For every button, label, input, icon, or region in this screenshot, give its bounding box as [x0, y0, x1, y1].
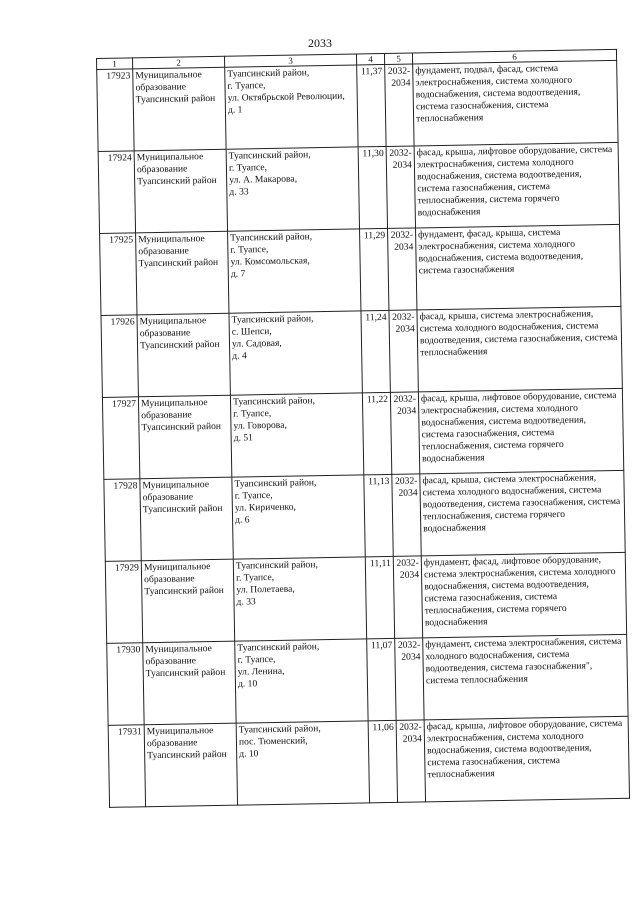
- period-cell: [385, 64, 414, 146]
- address-cell: [235, 639, 368, 723]
- area-cell: 11,29: [360, 228, 389, 310]
- municipality-line: Муниципальное: [142, 479, 210, 492]
- municipality-line: Муниципальное: [143, 561, 211, 574]
- works-cell: фасад, крыша, система электроснабжения, система холодного водоснабжения, система водоотведения, система газоснабжения, система теплоснабжения, система горячего водоснабжения: [420, 470, 625, 556]
- municipality-line: Муниципальное: [136, 151, 204, 164]
- address-line: Туапсинский район,: [237, 641, 320, 654]
- municipality-line: Муниципальное: [138, 233, 205, 246]
- address-line: Туапсинский район,: [235, 559, 318, 572]
- works-cell: фасад, крыша, система электроснабжения, система холодного водоснабжения, система водоотведения, система газоснабжения, система теплоснабжения: [417, 306, 622, 392]
- period-cell: [393, 556, 422, 638]
- table-row: [104, 470, 625, 561]
- table-row: [107, 634, 628, 725]
- address-cell: [233, 557, 366, 641]
- column-header: 6: [412, 49, 616, 64]
- municipality-cell: [138, 395, 231, 479]
- period-line: 2034: [398, 487, 418, 499]
- period-cell: [390, 392, 419, 474]
- area-cell: 11,11: [365, 556, 394, 638]
- address-line: д. 33: [236, 596, 256, 608]
- period-line: 2032-: [393, 393, 417, 405]
- period-line: 2034: [394, 241, 414, 253]
- period-cell: [395, 638, 424, 720]
- municipality-line: образование: [141, 409, 192, 422]
- period-line: 2034: [402, 733, 423, 745]
- period-cell: [386, 146, 415, 228]
- address-line: г. Туапсе,: [234, 489, 273, 502]
- works-cell: фундамент, фасад, лифтовое оборудование, система электроснабжения, система холодного водоснабжения, система водоотведения, система газоснабжения, система теплоснабжения, система горячего водоснабжения: [421, 552, 626, 638]
- period-cell: [392, 474, 421, 556]
- municipality-line: Муниципальное: [145, 643, 212, 656]
- address-line: ул. Ленина,: [237, 665, 285, 678]
- municipality-line: Туапсинский район: [147, 748, 227, 762]
- municipality-line: Туапсинский район: [139, 338, 220, 352]
- address-cell: [230, 393, 363, 477]
- period-line: 2032-: [392, 311, 415, 323]
- municipality-line: образование: [138, 245, 189, 258]
- period-line: 2034: [395, 323, 415, 335]
- municipality-line: Туапсинский район: [137, 174, 217, 188]
- address-line: г. Туапсе,: [228, 162, 268, 174]
- address-line: д. 6: [234, 514, 250, 526]
- municipality-line: Туапсинский район: [145, 666, 226, 680]
- address-line: Туапсинский район,: [234, 477, 317, 490]
- address-line: Туапсинский район,: [232, 395, 316, 408]
- row-number: 17930: [107, 643, 144, 726]
- municipality-line: Муниципальное: [135, 69, 202, 82]
- municipality-line: Муниципальное: [146, 725, 214, 738]
- address-cell: [229, 311, 362, 395]
- address-line: Туапсинский район,: [231, 313, 314, 326]
- period-line: 2032-: [399, 721, 422, 733]
- registry-table: [96, 49, 630, 808]
- municipality-line: образование: [135, 81, 187, 94]
- works-cell: фасад, крыша, лифтовое оборудование, система электроснабжения, система холодного водоснабжения, система водоотведения, система газоснабжения, система теплоснабжения, система горячего водоснабжения: [418, 388, 623, 474]
- period-cell: [388, 228, 417, 310]
- address-line: д. 10: [239, 748, 259, 760]
- address-line: д. 4: [232, 350, 247, 362]
- period-line: 2032-: [387, 65, 411, 77]
- municipality-line: Туапсинский район: [142, 502, 223, 516]
- address-cell: [236, 721, 369, 805]
- period-line: 2034: [396, 405, 417, 417]
- municipality-cell: [134, 149, 227, 233]
- address-line: г. Туапсе,: [230, 244, 269, 256]
- address-line: ул. Комсомольская,: [230, 255, 310, 268]
- period-line: 2032-: [390, 229, 414, 241]
- municipality-line: образование: [142, 491, 194, 504]
- works-cell: фундамент, система электроснабжения, система холодного водоснабжения, система водоотведения, система газоснабжения", система теплоснабжения: [423, 634, 628, 720]
- row-number: 17927: [102, 397, 139, 480]
- municipality-line: образование: [139, 327, 191, 340]
- municipality-cell: [141, 559, 234, 643]
- address-line: д. 7: [230, 268, 246, 280]
- area-cell: 11,13: [364, 474, 393, 556]
- address-line: ул. А. Макарова,: [229, 173, 298, 186]
- column-header: 5: [384, 53, 412, 64]
- period-line: 2034: [392, 159, 413, 171]
- address-line: ул. Садовая,: [231, 337, 282, 350]
- works-cell: фундамент, подвал, фасад, система электроснабжения, система холодного водоснабжения, система водоотведения, система газоснабжения, система теплоснабжения: [413, 60, 618, 146]
- address-line: Туапсинский район,: [230, 231, 313, 244]
- table-row: [102, 388, 623, 479]
- table-row: [97, 60, 618, 151]
- address-line: д. 10: [237, 678, 258, 690]
- table-row: [108, 716, 629, 807]
- column-header: 2: [133, 56, 225, 69]
- municipality-cell: [144, 723, 237, 807]
- area-cell: 11,37: [357, 64, 386, 146]
- municipality-line: Муниципальное: [139, 315, 207, 328]
- address-line: д. 1: [227, 104, 243, 116]
- column-header: 1: [97, 58, 133, 70]
- row-number: 17929: [105, 561, 142, 644]
- period-line: 2032-: [396, 557, 419, 569]
- column-header: 4: [356, 53, 384, 64]
- area-cell: 11,30: [358, 146, 387, 228]
- table-row: [100, 224, 621, 315]
- municipality-line: образование: [145, 655, 197, 668]
- municipality-line: образование: [146, 737, 198, 750]
- municipality-line: образование: [144, 573, 195, 586]
- row-number: 17925: [100, 233, 137, 316]
- municipality-cell: [133, 67, 226, 151]
- period-line: 2034: [391, 77, 411, 89]
- period-line: 2032-: [394, 475, 418, 487]
- address-line: пос. Тюменский,: [238, 735, 308, 748]
- municipality-line: Туапсинский район: [135, 92, 216, 106]
- area-cell: 11,07: [367, 638, 396, 720]
- address-line: г. Туапсе,: [233, 407, 272, 420]
- address-line: Туапсинский район,: [227, 67, 310, 80]
- table-row: [105, 552, 626, 643]
- row-number: 17928: [104, 479, 141, 562]
- period-line: 2032-: [389, 147, 412, 159]
- period-cell: [389, 310, 418, 392]
- address-line: ул. Полетаева,: [236, 583, 295, 596]
- table-row: [98, 142, 619, 233]
- row-number: 17931: [108, 725, 145, 808]
- row-number: 17923: [97, 69, 134, 152]
- row-number: 17924: [98, 151, 135, 234]
- address-line: г. Туапсе,: [237, 653, 276, 666]
- works-cell: фундамент, фасад, крыша, система электроснабжения, система холодного водоснабжения, система водоотведения, система газоснабжения: [416, 224, 621, 310]
- period-line: 2034: [401, 651, 421, 663]
- period-line: 2034: [399, 569, 420, 581]
- address-cell: [228, 229, 361, 313]
- area-cell: 11,24: [361, 310, 390, 392]
- address-line: с. Шепси,: [231, 325, 272, 338]
- address-cell: [225, 65, 358, 149]
- period-cell: [396, 720, 425, 802]
- address-line: г. Туапсе,: [236, 571, 275, 584]
- address-cell: [232, 475, 365, 559]
- row-number: 17926: [101, 315, 138, 398]
- municipality-line: Муниципальное: [140, 397, 208, 410]
- municipality-line: образование: [136, 163, 188, 176]
- address-line: Туапсинский район,: [228, 149, 311, 162]
- works-cell: фасад, крыша, лифтовое оборудование, система электроснабжения, система холодного водоснабжения, система водоотведения, система газоснабжения, система теплоснабжения: [424, 716, 629, 802]
- address-line: ул. Кириченко,: [234, 501, 296, 514]
- address-line: Туапсинский район,: [238, 723, 321, 736]
- page-number: 2033: [308, 36, 332, 50]
- address-line: д. 51: [233, 432, 254, 444]
- address-line: ул. Октябрьской Революции,: [227, 90, 345, 104]
- municipality-cell: [143, 641, 236, 725]
- municipality-line: Туапсинский район: [144, 584, 224, 598]
- works-cell: фасад, крыша, лифтовое оборудование, система электроснабжения, система холодного водоснабжения, система водоотведения, система газоснабжения, система теплоснабжения, система горячего водоснабжения: [414, 142, 619, 228]
- municipality-cell: [136, 231, 229, 315]
- area-cell: 11,06: [368, 720, 397, 802]
- municipality-cell: [140, 477, 233, 561]
- column-header: 3: [224, 54, 356, 67]
- area-cell: 11,22: [362, 392, 391, 474]
- municipality-line: Туапсинский район: [141, 420, 222, 434]
- municipality-line: Туапсинский район: [138, 256, 219, 270]
- period-line: 2032-: [397, 639, 421, 651]
- municipality-cell: [137, 313, 230, 397]
- address-cell: [226, 147, 359, 231]
- address-line: д. 33: [229, 186, 249, 198]
- address-line: ул. Говорова,: [233, 419, 287, 432]
- table-row: [101, 306, 622, 397]
- address-line: г. Туапсе,: [227, 80, 266, 92]
